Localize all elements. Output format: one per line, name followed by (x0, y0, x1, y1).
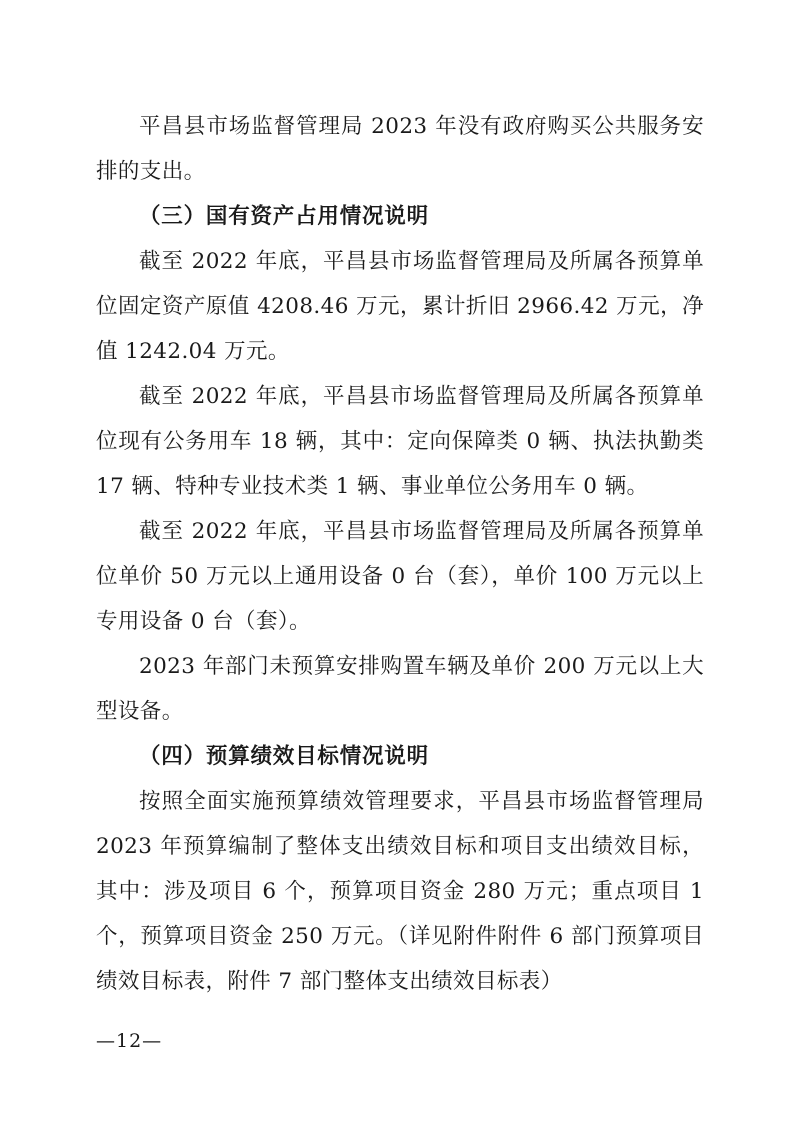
document-body (96, 104, 704, 1004)
paragraph-equipment: 截至 2022 年底，平昌县市场监督管理局及所属各预算单位单价 50 万元以上通用设备 0 台（套），单价 100 万元以上专用设备 0 台（套）。 (96, 519, 704, 634)
paragraph-no-gov-purchase: 平昌县市场监督管理局 2023 年没有政府购买公共服务安排的支出。 (96, 114, 704, 184)
paragraph-fixed-assets: 截至 2022 年底，平昌县市场监督管理局及所属各预算单位固定资产原值 4208.46 万元，累计折旧 2966.42 万元，净值 1242.04 万元。 (96, 249, 704, 364)
heading-performance-goals: （四）预算绩效目标情况说明 (139, 744, 429, 769)
paragraph-no-vehicle-purchase: 2023 年部门未预算安排购置车辆及单价 200 万元以上大型设备。 (96, 654, 704, 724)
paragraph-performance-detail: 按照全面实施预算绩效管理要求，平昌县市场监督管理局 2023 年预算编制了整体支出绩效目标和项目支出绩效目标，其中：涉及项目 6 个，预算项目资金 280 万元；重点项目 1 个，预算项目资金 250 万元。（详见附件附件 6 部门预算项目绩效目标表，附件 7 部门整体支出绩效目标表） (96, 789, 704, 994)
heading-state-assets: （三）国有资产占用情况说明 (139, 204, 429, 229)
paragraph-vehicles: 截至 2022 年底，平昌县市场监督管理局及所属各预算单位现有公务用车 18 辆，其中：定向保障类 0 辆、执法执勤类 17 辆、特种专业技术类 1 辆、事业单位公务用车 0 辆。 (96, 384, 704, 499)
page-number: —12— (96, 1030, 163, 1052)
